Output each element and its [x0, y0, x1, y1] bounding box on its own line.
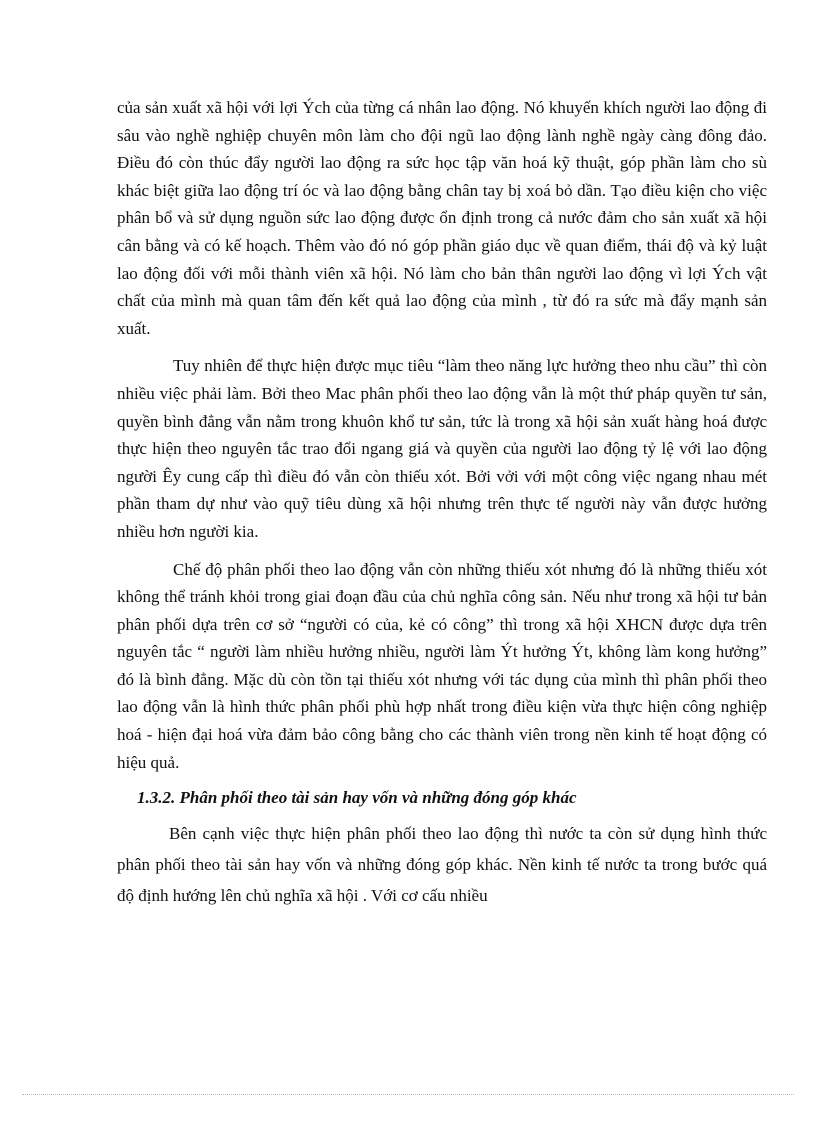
document-body — [117, 94, 767, 911]
footer-dotted-divider — [22, 1094, 794, 1095]
paragraph-1: của sản xuất xã hội với lợi Ých của từng cá nhân lao động. Nó khuyến khích người lao động đi sâu vào nghề nghiệp chuyên môn làm cho đội ngũ lao động lành nghề ngày càng đông đảo. Điều đó còn thúc đẩy người lao động ra sức học tập văn hoá kỹ thuật, góp phần làm cho sù khác biệt giữa lao động trí óc và lao động bằng chân tay bị xoá bỏ dần. Tạo điều kiện cho việc phân bổ và sử dụng nguồn sức lao động được ổn định trong cả nước đảm cho sản xuất xã hội cân bằng và có kế hoạch. Thêm vào đó nó góp phần giáo dục về quan điểm, thái độ và kỷ luật lao động đối với mỗi thành viên xã hội. Nó làm cho bản thân người lao động vì lợi Ých vật chất của mình mà quan tâm đến kết quả lao động của mình , từ đó ra sức mà đẩy mạnh sản xuất. — [117, 98, 767, 338]
paragraph-3: Chế độ phân phối theo lao động vẫn còn những thiếu xót nhưng đó là những thiếu xót không thể tránh khỏi trong giai đoạn đầu của chủ nghĩa công sản. Nếu như trong xã hội tư bản phân phối dựa trên cơ sở “người có của, kẻ có công” thì trong xã hội XHCN được dựa trên nguyên tắc “ người làm nhiều hưởng nhiều, người làm Ýt hưởng Ýt, không làm kong hưởng” đó là bình đẳng. Mặc dù còn tồn tại thiếu xót nhưng với tác dụng của mình thì phân phối theo lao động vẫn là hình thức phân phối phù hợp nhất trong điều kiện vừa thực hiện công nghiệp hoá - hiện đại hoá vừa đảm bảo công bằng cho các thành viên trong nền kinh tế hoạt động có hiệu quả. — [117, 559, 767, 772]
paragraph-2: Tuy nhiên để thực hiện được mục tiêu “làm theo năng lực hưởng theo nhu cầu” thì còn nhiều việc phải làm. Bởi theo Mac phân phối theo lao động vẫn là một thứ pháp quyền tư sản, quyền bình đẳng vẫn nằm trong khuôn khổ tư sản, tức là trong xã hội sản xuất hàng hoá được thực hiện theo nguyên tắc trao đổi ngang giá và quyền của người lao động tỷ lệ với lao động người Êy cung cấp thì điều đó vẫn còn thiếu xót. Bởi vởi với một công việc ngang nhau mét phần tham dự như vào quỹ tiêu dùng xã hội nhưng trên thực tế người này vẫn được hưởng nhiều hơn người kia. — [117, 356, 767, 541]
section-heading: 1.3.2. Phân phối theo tài sản hay vốn và những đóng góp khác — [137, 788, 577, 808]
paragraph-4: Bên cạnh việc thực hiện phân phối theo lao động thì nước ta còn sử dụng hình thức phân phối theo tài sản hay vốn và những đóng góp khác. Nền kinh tế nước ta trong bước quá độ định hướng lên chủ nghĩa xã hội . Với cơ cấu nhiều — [117, 824, 767, 906]
